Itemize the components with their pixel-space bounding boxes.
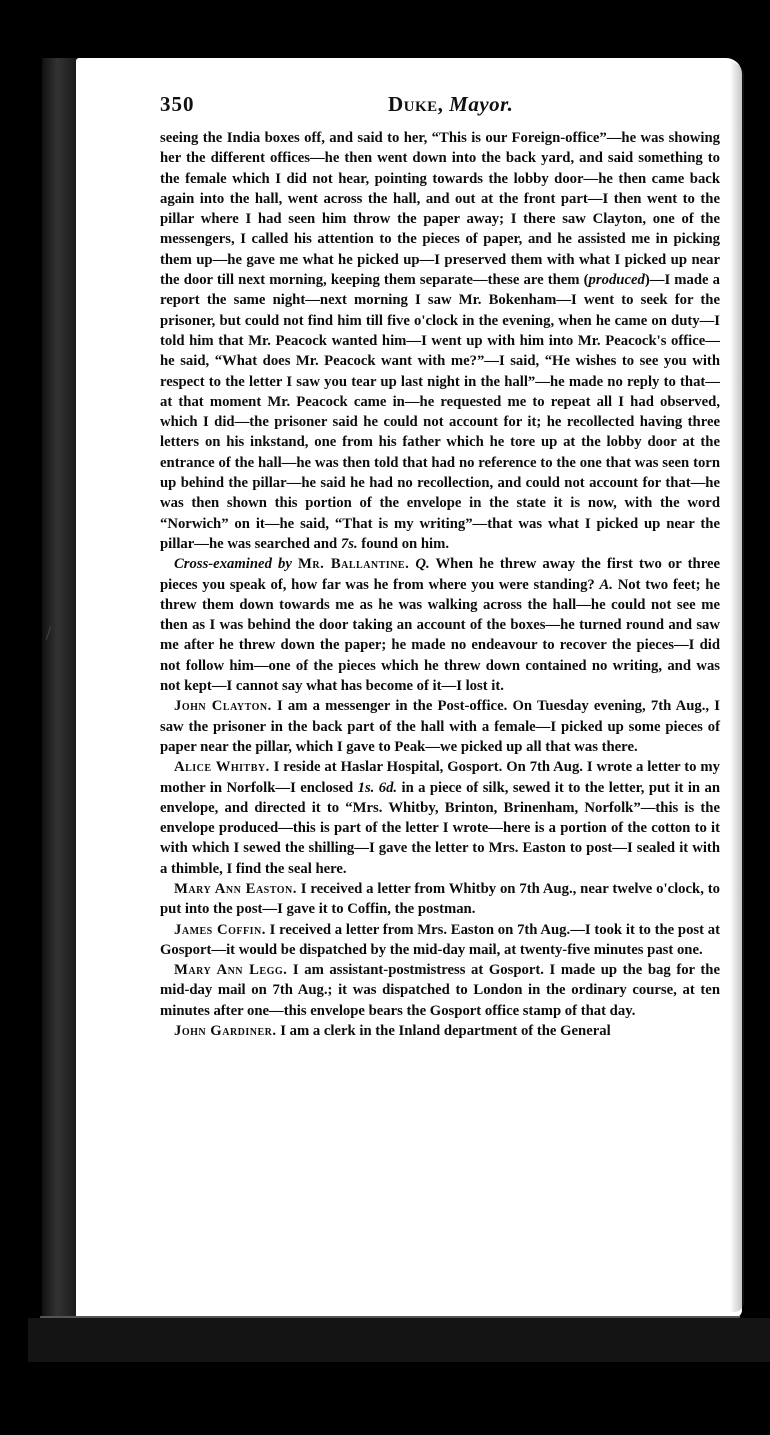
book-bottom-shadow — [28, 1318, 770, 1362]
testimony-paragraph — [160, 128, 720, 554]
produced-italic: produced — [588, 272, 645, 289]
testimony-text-end: found on him. — [357, 535, 450, 552]
page-number: 350 — [160, 92, 195, 116]
witness-name: Alice Whitby. — [174, 759, 270, 776]
witness-name: John Clayton. — [174, 698, 272, 715]
witness-name: Mary Ann Easton. — [174, 880, 297, 897]
question-text: When he threw away the first two or three pieces you speak of, how far was he from where you were standing? — [160, 556, 720, 593]
amount-found: 7s. — [340, 535, 358, 552]
witness-name: John Gardiner. — [174, 1023, 277, 1040]
testimony-text-continued: )—I made a report the same night—next morning I saw Mr. Bokenham—I went to seek for the prisoner, but could not find him till five o'clock in the evening, when he came on duty—I told him that Mr. Peacock wanted him—I went up with him into Mr. Peacock's office—he said, “What does Mr. Peacock want with me?”—I said, “He wishes to see you with respect to the letter I saw you tear up last night in the hall”—he made no reply to that—at that moment Mr. Peacock came in—he requested me to repeat all I had observed, which I did—the prisoner said he could not account for it; he recollected having three letters on his inkstand, one from his father which he tore up at the lobby door at the entrance of the hall—he was then told that had no reference to the one that was seen torn up behind the pillar—he said he had no recollection, and could not account for that—he was then shown this portion of the envelope in the state it is now, with the word “Norwich” on it—he said, “That is my writing”—that was what I picked up near the pillar—he was searched and — [160, 272, 720, 552]
witness-paragraph — [160, 920, 720, 961]
running-head — [388, 92, 513, 117]
money-amount: 1s. 6d. — [357, 779, 398, 796]
counsel-name: Mr. Ballantine. — [297, 556, 410, 573]
trial-transcript-text — [160, 128, 720, 1041]
question-marker: Q. — [415, 556, 430, 573]
witness-name: James Coffin. — [174, 921, 266, 938]
cross-examined-label: Cross-examined by — [174, 556, 292, 573]
witness-testimony-continued: in a piece of silk, sewed it to the letter, put it in an envelope, and directed it to “Mrs. Whitby, Brinton, Brinenham, Norfolk”—this is the envelope produced—this is part of the letter I wrote—here is a portion of the cotton to it with which I sewed the shilling—I gave the letter to Mrs. Easton to post—I sealed it with a thimble, I find the seal here. — [160, 779, 720, 877]
answer-text: Not two feet; he threw them down towards me as he was walking across the hall—he could not see me then as I was behind the door taking an account of the boxes—he turned round and saw me after he threw down the paper; he made no endeavour to recover the pieces—I did not follow him—one of the pieces which he threw down contained no writing, and was not kept—I cannot say what has become of it—I lost it. — [160, 576, 720, 695]
witness-paragraph — [160, 757, 720, 879]
witness-testimony: I am a clerk in the Inland department of the General — [276, 1023, 611, 1040]
answer-marker: A. — [599, 576, 613, 593]
testimony-text: seeing the India boxes off, and said to her, “This is our Foreign-office”—he was showing her the different offices—he then went down into the back yard, and said something to the female which I did not hear, pointing towards the lobby door—he then came back again into the hall, went across the hall, and out at the front part—I then went to the pillar where I had seen him throw the paper away; I there saw Clayton, one of the messengers, I called his attention to the pieces of paper, and he assisted me in picking them up—he gave me what he picked up—I preserved them with what I picked up near the door till next morning, keeping them separate—these are them ( — [160, 130, 720, 289]
witness-paragraph — [160, 1021, 720, 1041]
witness-paragraph — [160, 879, 720, 920]
witness-paragraph — [160, 696, 720, 757]
witness-testimony: I reside at Haslar Hospital, Gosport. On 7th Aug. I wrote a letter to my mother in Norfolk—I enclosed — [160, 759, 720, 796]
witness-paragraph — [160, 960, 720, 1021]
page-edge-curl — [730, 62, 744, 1312]
witness-testimony: I received a letter from Whitby on 7th Aug., near twelve o'clock, to put into the post—I gave it to Coffin, the postman. — [160, 880, 720, 918]
witness-name: Mary Ann Legg. — [174, 962, 288, 979]
witness-testimony: I am assistant-postmistress at Gosport. I made up the bag for the mid-day mail on 7th Aug.; it was dispatched to London in the ordinary course, at ten minutes after one—this envelope bears the Gosport office stamp of that day. — [160, 962, 720, 1019]
running-head-name: Duke, — [388, 92, 444, 116]
cross-examination-paragraph — [160, 554, 720, 696]
page-header — [160, 92, 730, 122]
running-head-role: Mayor. — [449, 92, 514, 116]
witness-testimony: I am a messenger in the Post-office. On Tuesday evening, 7th Aug., I saw the prisoner in the back part of the hall with a female—I picked up some pieces of paper near the pillar, which I gave to Peak—we picked up all that was there. — [160, 698, 720, 755]
book-spine-shadow — [42, 58, 76, 1318]
witness-testimony: I received a letter from Mrs. Easton on 7th Aug.—I took it to the post at Gosport—it would be dispatched by the mid-day mail, at twenty-five minutes past one. — [160, 921, 721, 958]
